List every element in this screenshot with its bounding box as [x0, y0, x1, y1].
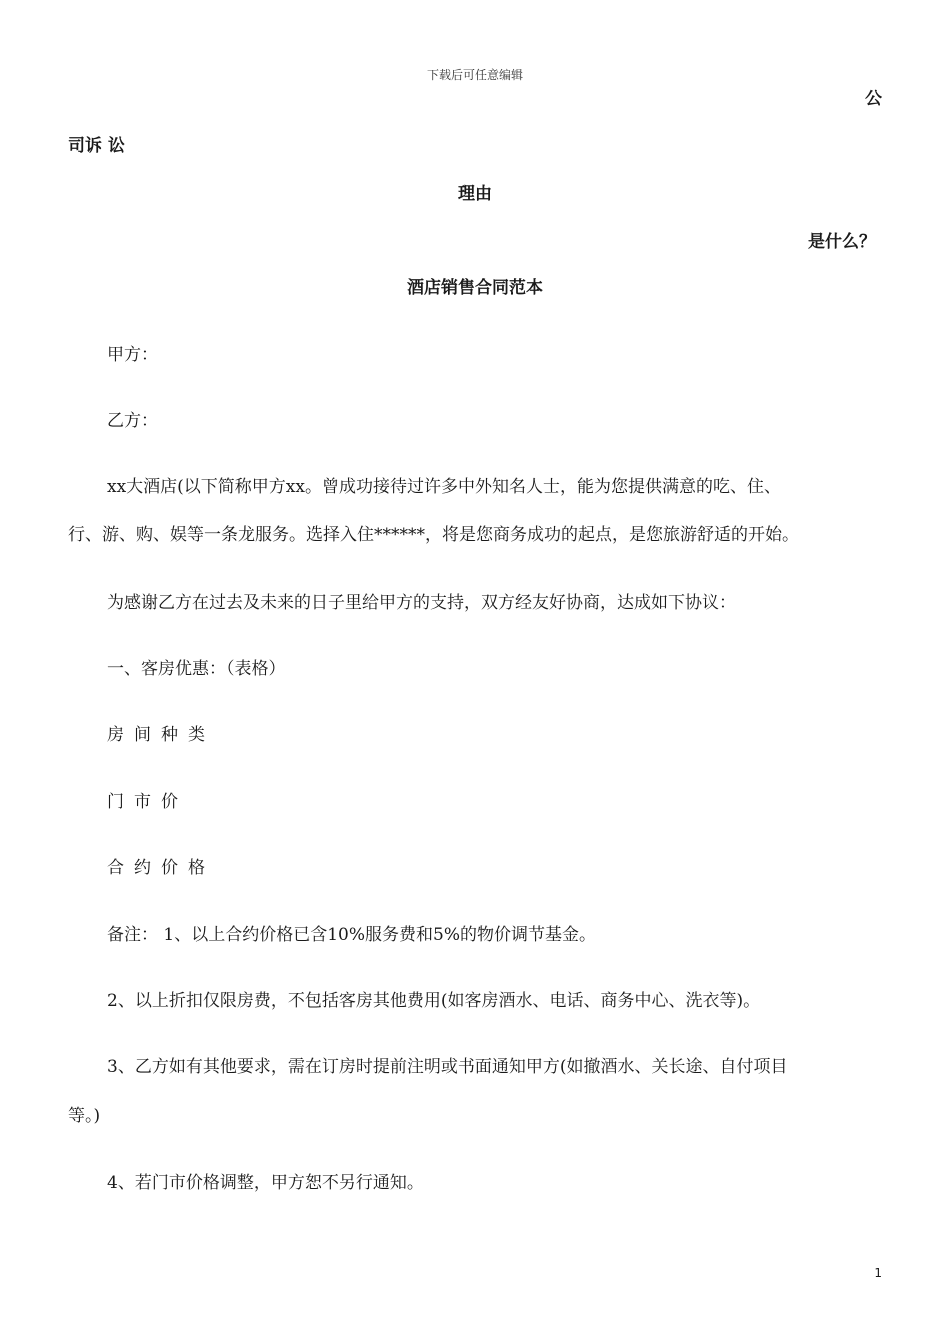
party-a-label: 甲方： [107, 345, 158, 365]
thanks-paragraph: 为感谢乙方在过去及未来的日子里给甲方的支持，双方经友好协商，达成如下协议： [107, 593, 736, 613]
party-b-label: 乙方： [107, 411, 158, 431]
note-3-line-1: 3、乙方如有其他要求，需在订房时提前注明或书面通知甲方(如撤酒水、关长途、自付项目 [107, 1057, 788, 1077]
page-number: 1 [874, 1266, 882, 1280]
table-label-rack-rate: 门市价 [107, 792, 188, 812]
intro-paragraph-line-1: xx大酒店(以下简称甲方xx。曾成功接待过许多中外知名人士，能为您提供满意的吃、住、 [107, 477, 781, 497]
note-1: 备注： 1、以上合约价格已含10%服务费和5%的物价调节基金。 [107, 925, 596, 945]
note-3-line-2: 等。) [68, 1106, 101, 1126]
document-title: 酒店销售合同范本 [407, 278, 543, 298]
title-fragment-sisong: 司诉 讼 [68, 136, 125, 156]
intro-paragraph-line-2: 行、游、购、娱等一条龙服务。选择入住******，将是您商务成功的起点，是您旅游舒适的开始。 [68, 525, 799, 545]
note-4: 4、若门市价格调整，甲方恕不另行通知。 [107, 1173, 424, 1193]
table-label-room-type: 房间种类 [107, 725, 215, 745]
title-fragment-liyou: 理由 [458, 184, 492, 204]
page-header-note: 下载后可任意编辑 [426, 68, 523, 82]
table-label-contract-price: 合约价格 [107, 858, 215, 878]
title-fragment-gong: 公 [865, 89, 882, 109]
title-fragment-shishenme: 是什么？ [808, 232, 876, 252]
note-2: 2、以上折扣仅限房费，不包括客房其他费用(如客房酒水、电话、商务中心、洗衣等)。 [107, 991, 761, 1011]
section-1-heading: 一、客房优惠：（表格） [107, 659, 286, 679]
